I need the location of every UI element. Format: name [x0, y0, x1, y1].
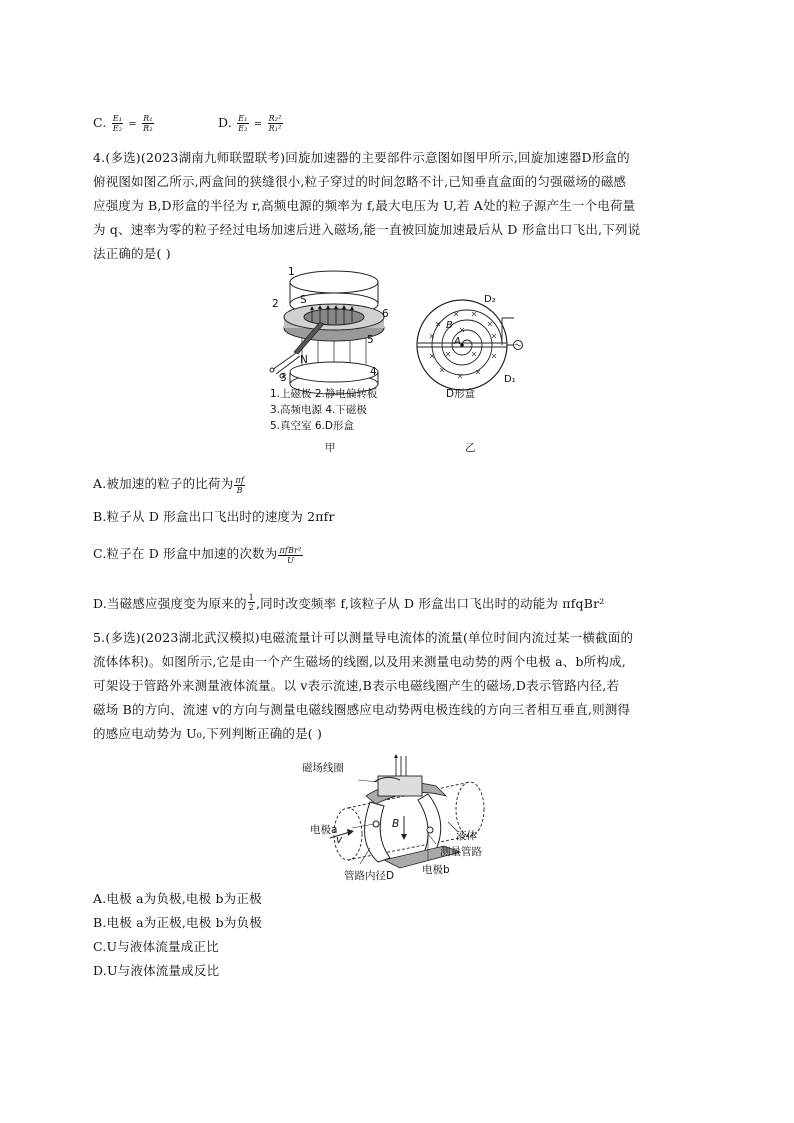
legend-line: 5.真空室 6.D形盒 — [270, 420, 354, 432]
label-n: N — [300, 354, 308, 366]
q5-stem-line: 磁场 B的方向、流速 v的方向与测量电磁线圈感应电动势两电极连线的方向三者相互垂直,则测得 — [93, 702, 631, 717]
q5-option-d: D.U与液体流量成反比 — [93, 963, 220, 978]
q5-stem-line: 的感应电动势为 U₀,下列判断正确的是( ) — [93, 726, 323, 741]
q3-option-c: C. $\frac{\text{E₁}}{\text{E₂}}$ = $\frac{\text{R₁}}{\text{R₂}}$ — [93, 114, 153, 133]
q4-stem-line: 为 q、速率为零的粒子经过电场加速后进入磁场,能一直被回旋加速最后从 D 形盒出口飞出,下列说 — [93, 222, 641, 237]
figure-cyclotron — [262, 262, 397, 457]
option-label: D. — [218, 115, 232, 130]
q5-option-a: A.电极 a为负极,电极 b为正极 — [93, 891, 262, 906]
q4-option-d: D.当磁感应强度变为原来的 $\frac{1}{2}$ ,同时改变频率 f,该粒子从 D 形盒出口飞出时的动能为 πfqBr² — [93, 593, 605, 612]
figure-d-box — [410, 290, 530, 455]
d-box-label: D形盒 — [446, 388, 476, 400]
label-s: S — [300, 294, 307, 306]
caption-jia: 甲 — [325, 442, 336, 454]
q4-stem-line: 4.(多选)(2023湖南九师联盟联考)回旋加速器的主要部件示意图如图甲所示,回旋加速器D形盒的 — [93, 150, 630, 165]
label-b-field: B — [392, 818, 400, 830]
label-d2: D₂ — [484, 294, 496, 305]
label-1: 1 — [288, 266, 295, 278]
q4-option-a: A.被加速的粒子的比荷为 $\frac{\pi f}{B}$ — [93, 476, 245, 495]
q4-stem-line: 法正确的是( ) — [93, 246, 171, 261]
label-liquid: 液体 — [456, 830, 477, 842]
fraction: $\frac{\text{E₁}}{\text{E₂}}$ — [238, 114, 248, 133]
label-d1: D₁ — [504, 374, 516, 385]
label-electrode-b: 电极b — [422, 864, 450, 876]
label-a: A — [454, 336, 461, 347]
label-diameter: 管路内径D — [344, 870, 395, 882]
q5-stem-line: 可架设于管路外来测量液体流量。以 v表示流速,B表示电磁线圈产生的磁场,D表示管路内径,若 — [93, 678, 620, 693]
fraction: $\frac{\text{R₂²}}{\text{R₁²}}$ — [268, 114, 282, 133]
fraction: $\frac{\text{πfBr²}}{U}$ — [279, 546, 302, 565]
label-coil: 磁场线圈 — [302, 762, 344, 774]
q5-option-b: B.电极 a为正极,电极 b为负极 — [93, 915, 262, 930]
label-5: 5 — [367, 334, 374, 346]
q3-option-d: D. $\frac{\text{E₁}}{\text{E₂}}$ = $\frac{\text{R₂²}}{\text{R₁²}}$ — [218, 114, 282, 133]
q4-stem-line: 俯视图如图乙所示,两盒间的狭缝很小,粒子穿过的时间忽略不计,已知垂直盒面的匀强磁场的磁感 — [93, 174, 627, 189]
fraction: $\frac{\text{E₁}}{\text{E₂}}$ — [112, 114, 123, 133]
legend-line: 1.上磁极 2.静电偏转板 — [270, 388, 378, 400]
fraction: $\frac{\pi f}{B}$ — [235, 476, 245, 495]
fraction: $\frac{1}{2}$ — [248, 593, 254, 612]
figure-flowmeter — [300, 752, 500, 887]
label-pipe: 测量管路 — [440, 846, 482, 858]
q5-option-c: C.U与液体流量成正比 — [93, 939, 219, 954]
label-electrode-a: 电极a — [310, 824, 338, 836]
label-6: 6 — [382, 308, 389, 320]
q5-stem-line: 5.(多选)(2023湖北武汉模拟)电磁流量计可以测量导电流体的流量(单位时间内流过某一横截面的 — [93, 630, 634, 645]
q4-stem-line: 应强度为 B,D形盒的半径为 r,高频电源的频率为 f,最大电压为 U,若 A处的粒子源产生一个电荷量 — [93, 198, 636, 213]
label-2: 2 — [272, 298, 279, 310]
q5-stem-line: 流体体积)。如图所示,它是由一个产生磁场的线圈,以及用来测量电动势的两个电极 a、b所构成, — [93, 654, 626, 669]
q4-option-c: C.粒子在 D 形盒中加速的次数为 $\frac{\text{πfBr²}}{U}$ — [93, 546, 302, 565]
label-4: 4 — [370, 366, 377, 378]
fraction: $\frac{\text{R₁}}{\text{R₂}}$ — [143, 114, 153, 133]
label-3: 3 — [280, 372, 287, 384]
label-v: v — [336, 834, 343, 846]
legend-line: 3.高频电源 4.下磁极 — [270, 404, 367, 416]
figure-legend — [270, 386, 377, 434]
q4-option-b: B.粒子从 D 形盒出口飞出时的速度为 2πfr — [93, 509, 335, 524]
option-label: C. — [93, 115, 107, 130]
label-b: B — [446, 320, 453, 331]
caption-yi: 乙 — [465, 442, 476, 454]
